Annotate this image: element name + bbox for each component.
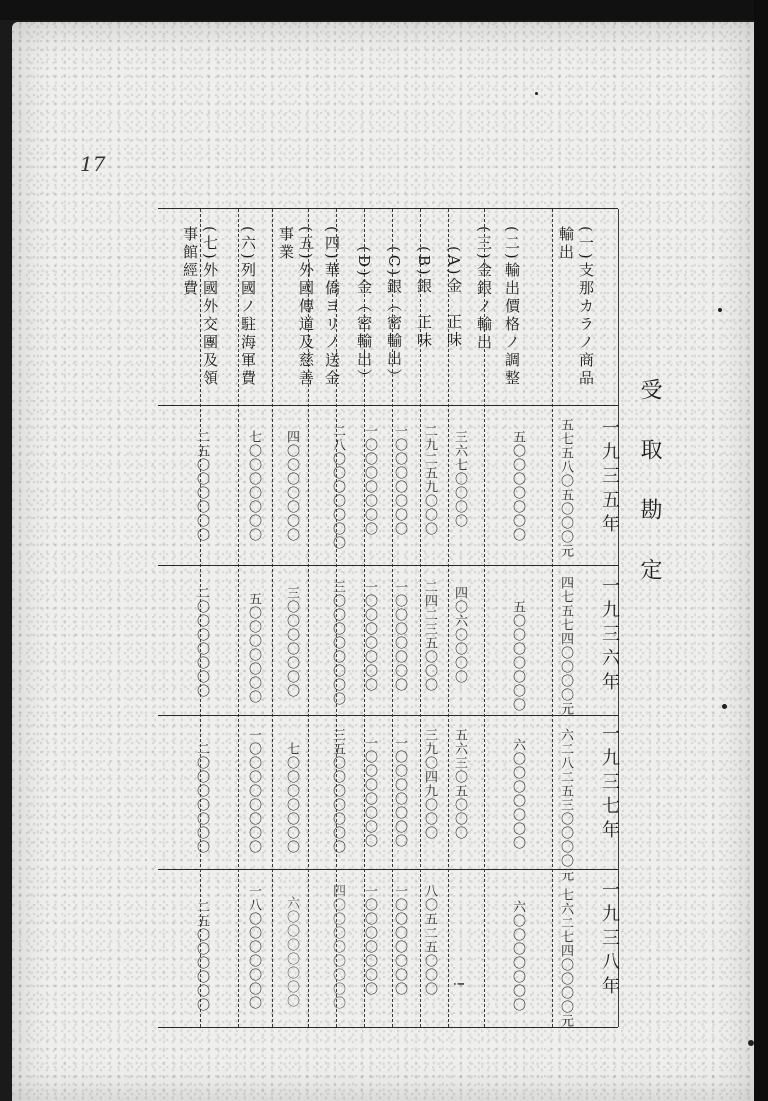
- cell: 一〇〇〇〇〇〇〇: [392, 424, 407, 536]
- year-header-1936: 一九三六年: [599, 576, 620, 696]
- ink-speck: [722, 704, 727, 709]
- cell: 六〇〇〇〇〇〇〇: [284, 896, 299, 1008]
- row-label-5: (B)銀 正味: [415, 246, 433, 350]
- cell: 五〇〇〇〇〇〇〇: [510, 600, 525, 712]
- cell: 七〇〇〇〇〇〇〇: [246, 430, 261, 542]
- cell: 四〇〇〇〇〇〇〇〇: [330, 884, 345, 1010]
- row-label-1: (一)支那カラノ商品 輸出: [557, 226, 595, 388]
- row-label-2: (二)輸出價格ノ調整: [503, 226, 521, 388]
- cell: 七〇〇〇〇〇〇〇: [284, 742, 299, 854]
- row-label-7: (D)金（密輸出）: [355, 246, 373, 387]
- cell: 一〇〇〇〇〇〇〇: [392, 736, 407, 848]
- cell: 八〇五二五〇〇〇: [422, 884, 437, 996]
- cell: 六〇〇〇〇〇〇〇: [510, 900, 525, 1012]
- row-label-10: (六)列國ノ駐海軍費: [239, 226, 257, 388]
- cell: 二四二三五〇〇〇: [422, 580, 437, 692]
- cell: 二〇〇〇〇〇〇〇: [194, 742, 209, 854]
- cell: 二五〇〇〇〇〇〇: [194, 430, 209, 542]
- cell: 三〇〇〇〇〇〇〇〇: [330, 580, 345, 706]
- row-label-9: (五)外國傳道及慈善 事業: [277, 226, 315, 388]
- cell: 一〇〇〇〇〇〇〇: [362, 424, 377, 536]
- cell: 五七五八〇五〇〇〇元: [558, 418, 573, 558]
- ink-speck: [748, 1040, 754, 1046]
- cell: 一〇〇〇〇〇〇〇〇: [246, 728, 261, 854]
- scan-border-right: [754, 0, 768, 1101]
- cell: 三六七〇〇〇〇: [452, 430, 467, 528]
- cell: 四七五七四〇〇〇〇元: [558, 576, 573, 716]
- cell: 一〇〇〇〇〇〇〇: [362, 736, 377, 848]
- year-header-1935: 一九三五年: [599, 418, 620, 538]
- row-label-4: (A)金 正味: [445, 246, 463, 350]
- cell: 四〇〇〇〇〇〇〇: [284, 430, 299, 542]
- cell: 五〇〇〇〇〇〇〇: [510, 430, 525, 542]
- ink-speck: [535, 92, 538, 95]
- row-label-11: (七)外國外交團及領 事館經費: [181, 226, 219, 388]
- cell: 三〇〇〇〇〇〇〇: [284, 586, 299, 698]
- cell: 三九〇四九〇〇〇: [422, 728, 437, 840]
- cell: 四〇六〇〇〇〇: [452, 586, 467, 684]
- page-number: 17: [80, 152, 106, 176]
- document-title: 受取勘定: [637, 378, 662, 618]
- cell: 五〇〇〇〇〇〇〇: [246, 592, 261, 704]
- cell: 一〇〇〇〇〇〇〇: [362, 884, 377, 996]
- row-label-6: (C)銀（密輸出）: [385, 246, 403, 387]
- cell: 二〇〇〇〇〇〇〇: [194, 586, 209, 698]
- row-label-8: (四)華僑ヨリノ送金: [323, 226, 341, 388]
- cell: 六〇〇〇〇〇〇〇: [510, 738, 525, 850]
- cell: 六二八二五三〇〇〇〇元: [558, 728, 573, 882]
- row-label-3: (三)金銀ノ輸出: [475, 226, 493, 352]
- cell: 七六二七四〇〇〇〇元: [558, 888, 573, 1028]
- cell: 一〇〇〇〇〇〇〇: [392, 884, 407, 996]
- cell: 三五〇〇〇〇〇〇〇: [330, 728, 345, 854]
- cell: 二五〇〇〇〇〇〇: [194, 900, 209, 1012]
- cell: 五六三〇五〇〇〇: [452, 728, 467, 840]
- cell: 一〇〇〇〇〇〇〇: [362, 580, 377, 692]
- scan-border-top: [0, 0, 768, 20]
- cell: 一八〇〇〇〇〇〇〇: [246, 884, 261, 1010]
- year-header-1938: 一九三八年: [599, 880, 620, 1000]
- year-header-1937: 一九三七年: [599, 724, 620, 844]
- cell: 二九二五九〇〇〇: [422, 424, 437, 536]
- ink-speck: [718, 308, 722, 312]
- cell: 一〇〇〇〇〇〇〇: [392, 580, 407, 692]
- cell: !: [450, 980, 465, 989]
- cell: 二八〇〇〇〇〇〇〇: [330, 424, 345, 550]
